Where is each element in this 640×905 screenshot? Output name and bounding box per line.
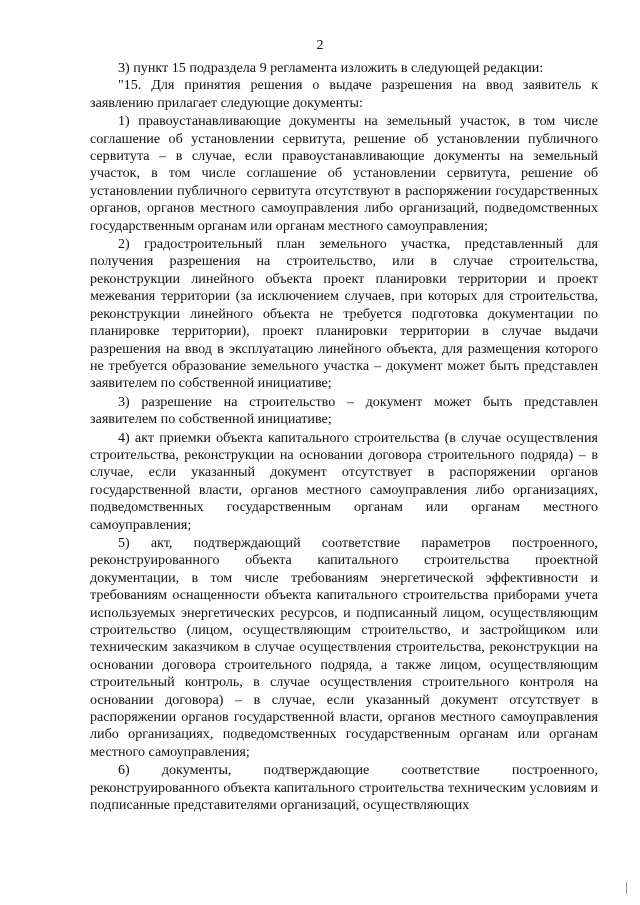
list-item-3: 3) разрешение на строительство – документ может быть представлен заявителем по собственной инициативе;	[90, 393, 598, 428]
list-item-2: 2) градостроительный план земельного участка, представленный для получения разрешения на строительство, или в случае строительства, реконструкции линейного объекта проект планировки территории и проект межевания территории (за исключением случаев, при которых для строительства, реконструкции линейного объекта не требуется подготовка документации по планировке территории), проект планировки территории в случае выдачи разрешения на ввод в эксплуатацию линейного объекта, для размещения которого не требуется образование земельного участка – документ может быть представлен заявителем по собственной инициативе;	[90, 236, 598, 392]
list-item-4: 4) акт приемки объекта капитального строительства (в случае осуществления строительства, реконструкции на основании договора строительного подряда) – в случае, если указанный документ отсутствует в распоряжении органов государственной власти, органов местного самоуправления либо организациях, подведомственных государственным органам или органам местного самоуправления;	[90, 429, 598, 533]
list-item-5: 5) акт, подтверждающий соответствие параметров построенного, реконструированного объекта капитального строительства проектной документации, в том числе требованиям энергетической эффективности и требованиям оснащенности объекта капитального строительства приборами учета используемых энергетических ресурсов, и подписанный лицом, осуществляющим строительство (лицом, осуществляющим строительство, и застройщиком или техническим заказчиком в случае осуществления строительства, реконструкции на основании договора строительного подряда, а также лицом, осуществляющим строительный контроль, в случае осуществления строительного контроля на основании договора) – в случае, если указанный документ отсутствует в распоряжении органов государственной власти, органов местного самоуправления либо организациях, подведомственных государственным органам или органам местного самоуправления;	[90, 534, 598, 760]
paragraph-clause-15-intro: "15. Для принятия решения о выдаче разрешения на ввод заявитель к заявлению прилагает следующие документы:	[90, 77, 598, 111]
list-item-6: 6) документы, подтверждающие соответствие построенного, реконструированного объекта капитального строительства техническим условиям и подписанные представителями организаций, осуществляющих	[90, 762, 598, 814]
scan-edge-mark	[626, 882, 627, 894]
list-item-1: 1) правоустанавливающие документы на земельный участок, в том числе соглашение об установлении сервитута, решение об установлении публичного сервитута – в случае, если правоустанавливающие документы на земельный участок, в том числе соглашение об установлении сервитута, решение об установлении публичного сервитута отсутствуют в распоряжении государственных органов, органов местного самоуправления либо организаций, подведомственных государственным органам или органам местного самоуправления;	[90, 113, 598, 234]
page-number: 2	[316, 38, 324, 53]
paragraph-amendment-intro: 3) пункт 15 подраздела 9 регламента изложить в следующей редакции:	[118, 60, 544, 76]
document-body	[90, 60, 598, 814]
